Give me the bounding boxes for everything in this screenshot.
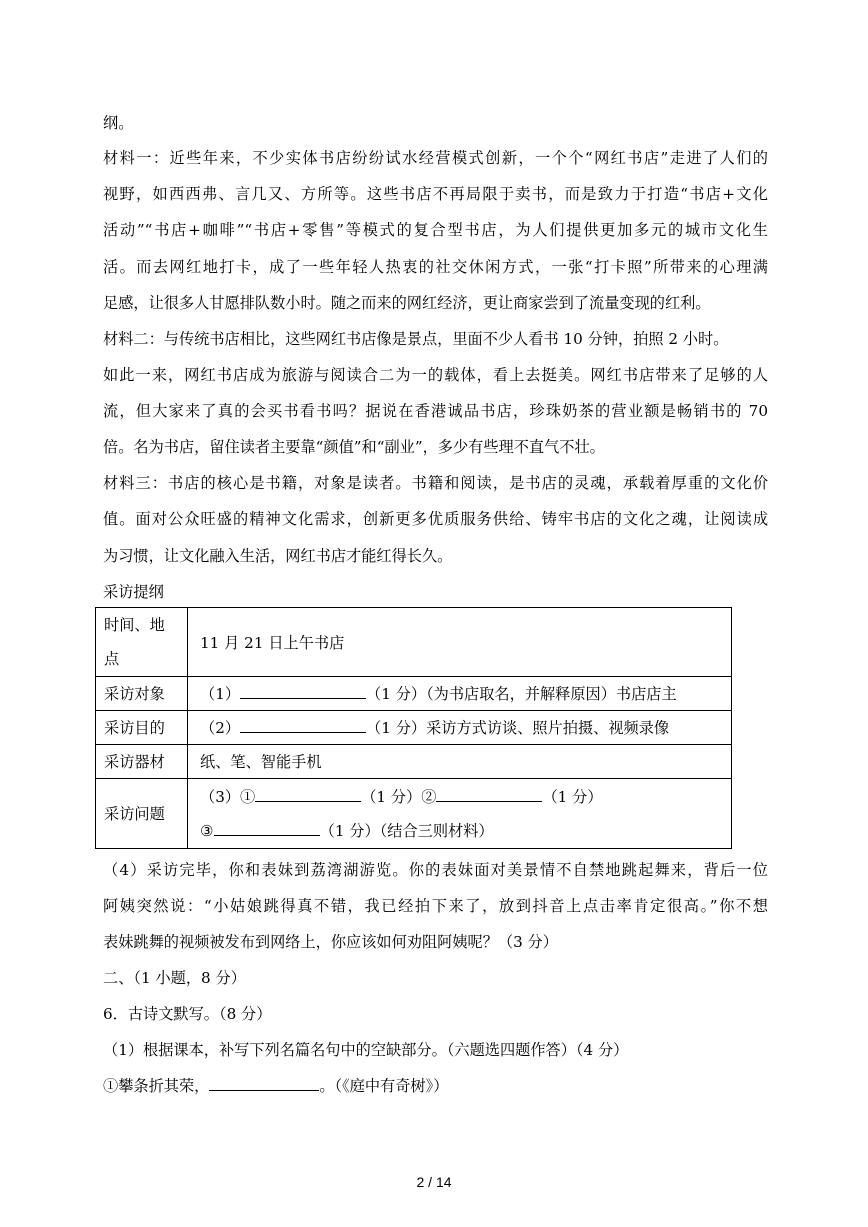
- table-row: [96, 745, 732, 779]
- material-3-line: 材料三：书店的核心是书籍，对象是读者。书籍和阅读，是书店的灵魂，承载着厚重的文化价: [103, 474, 768, 492]
- row-label: 采访问题: [96, 779, 188, 849]
- question-6-sub1: （1）根据课本，补写下列名篇名句中的空缺部分。（六题选四题作答）（4 分）: [103, 1041, 629, 1059]
- answer-blank-2[interactable]: [240, 718, 366, 733]
- material-2-line: 材料二：与传统书店相比，这些网红书店像是景点，里面不少人看书 10 分钟，拍照 2 小时。: [103, 330, 729, 348]
- question-6-item1: ①攀条折其荣， 。（《庭中有奇树》）: [103, 1077, 449, 1095]
- row-content: （1） （1 分）（为书店取名，并解释原因）书店店主: [188, 677, 732, 711]
- material-2-line: 流，但大家来了真的会买书看书吗？据说在香港诚品书店，珍珠奶茶的营业额是畅销书的 70: [103, 402, 768, 420]
- row-content: 11 月 21 日上午书店: [188, 608, 732, 677]
- question-4-line: （4）采访完毕，你和表妹到荔湾湖游览。你的表妹面对美景情不自禁地跳起舞来，背后一位: [103, 861, 768, 879]
- question-4-line: 表妹跳舞的视频被发布到网络上，你应该如何劝阻阿姨呢？（3 分）: [103, 933, 558, 951]
- page-number: 2 / 14: [416, 1174, 452, 1190]
- answer-blank-3-2[interactable]: [436, 787, 542, 802]
- row-label: 采访目的: [96, 711, 188, 745]
- answer-blank-3-3[interactable]: [214, 821, 320, 836]
- table-row: [96, 711, 732, 745]
- material-3-line: 值。面对公众旺盛的精神文化需求，创新更多优质服务供给、铸牢书店的文化之魂，让阅读成: [103, 510, 768, 528]
- top-line: 纲。: [103, 114, 134, 132]
- row-label: 采访对象: [96, 677, 188, 711]
- material-2-line: 倍。名为书店，留住读者主要靠“颜值”和“副业”，多少有些理不直气不壮。: [103, 438, 605, 456]
- question-4-line: 阿姨突然说：“小姑娘跳得真不错，我已经拍下来了，放到抖音上点击率肯定很高。”你不想: [103, 897, 768, 915]
- row-content: （3）① （1 分）② （1 分） ③ （1 分）（结合三则材料）: [188, 779, 732, 849]
- row-content: 纸、笔、智能手机: [188, 745, 732, 779]
- table-row: [96, 779, 732, 849]
- table-row: [96, 608, 732, 677]
- material-1-line: 材料一：近些年来，不少实体书店纷纷试水经营模式创新，一个个“网红书店”走进了人们的: [103, 149, 768, 167]
- material-2-line: 如此一来，网红书店成为旅游与阅读合二为一的载体，看上去挺美。网红书店带来了足够的人: [103, 366, 768, 384]
- outline-title: 采访提纲: [103, 583, 164, 601]
- interview-outline-table: [95, 607, 732, 849]
- table-row: [96, 677, 732, 711]
- material-3-line: 为习惯，让文化融入生活，网红书店才能红得长久。: [103, 547, 453, 565]
- answer-blank-1[interactable]: [240, 684, 366, 699]
- section-heading: 二、（1 小题，8 分）: [103, 969, 246, 987]
- material-1-line: 活动”“书店+咖啡”“书店+零售”等模式的复合型书店，为人们提供更加多元的城市文化生: [103, 221, 768, 239]
- row-content: （2） （1 分）采访方式访谈、照片拍摄、视频录像: [188, 711, 732, 745]
- answer-blank-6-1[interactable]: [209, 1076, 319, 1091]
- material-1-line: 足感，让很多人甘愿排队数小时。随之而来的网红经济，更让商家尝到了流量变现的红利。: [103, 294, 711, 312]
- answer-blank-3-1[interactable]: [255, 787, 361, 802]
- question-6-title: 6．古诗文默写。（8 分）: [103, 1005, 272, 1023]
- row-label: 时间、地 点: [96, 608, 188, 677]
- row-label: 采访器材: [96, 745, 188, 779]
- material-1-line: 视野，如西西弗、言几又、方所等。这些书店不再局限于卖书，而是致力于打造“书店+文化: [103, 185, 768, 203]
- material-1-line: 活。而去网红地打卡，成了一些年轻人热衷的社交休闲方式，一张“打卡照”所带来的心理满: [103, 258, 768, 276]
